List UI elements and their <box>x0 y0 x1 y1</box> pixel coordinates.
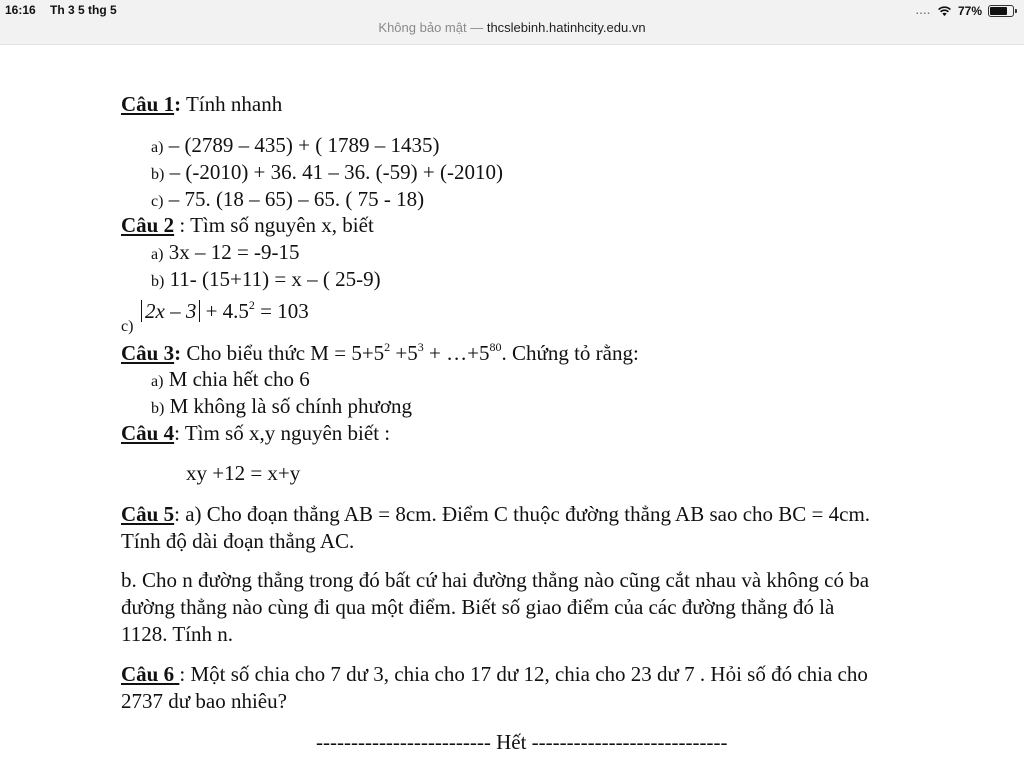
q2-b-label: b) <box>151 273 165 290</box>
status-date: Th 3 5 thg 5 <box>50 3 117 17</box>
status-time: 16:16 <box>5 3 36 17</box>
q5-b-line1: b. Cho n đường thẳng trong đó bất cứ hai đường thẳng nào cũng cắt nhau và không có ba <box>121 568 870 592</box>
q5-label: Câu 5 <box>121 502 175 526</box>
q1-a <box>151 133 440 160</box>
q1-label: Câu 1 <box>121 92 175 116</box>
q4-equation: xy +12 = x+y <box>186 461 301 485</box>
q1-b-label: b) <box>151 166 165 183</box>
q3-text2: +5 <box>390 341 418 365</box>
q3-text3: + …+5 <box>423 341 490 365</box>
q6-line2: 2737 dư bao nhiêu? <box>121 689 287 713</box>
q2-label: Câu 2 <box>121 213 175 237</box>
battery-percent: 77% <box>957 4 982 18</box>
q1-b-text: – (-2010) + 36. 41 – 36. (-59) + (-2010) <box>164 160 503 184</box>
q5-b-line2: đường thẳng nào cùng đi qua một điểm. Biết số giao điểm của các đường thẳng đó là <box>121 595 835 619</box>
q1-c-label: c) <box>151 193 164 210</box>
q2-c-exp: 2 <box>248 298 255 312</box>
q5-a-line2: Tính độ dài đoạn thẳng AC. <box>121 529 355 553</box>
signal-dots: .... <box>915 5 931 17</box>
q3-heading <box>121 341 639 365</box>
q2-b <box>151 267 381 294</box>
q2-c-equation <box>141 299 309 323</box>
q1-colon: : <box>174 92 182 116</box>
document-page <box>0 44 1024 768</box>
security-label: Không bảo mật — <box>378 20 484 35</box>
status-right <box>916 3 1014 19</box>
q2-c-mid: + 4.5 <box>200 299 249 323</box>
q4-heading <box>121 421 390 445</box>
q2-heading <box>121 213 374 237</box>
q2-a-label: a) <box>151 246 164 263</box>
q1-a-label: a) <box>151 139 164 156</box>
q1-c <box>151 187 424 214</box>
q3-a-label: a) <box>151 373 164 390</box>
q2-a-text: 3x – 12 = -9-15 <box>163 240 300 264</box>
q3-label: Câu 3 <box>121 341 175 365</box>
end-marker: ------------------------- Hết ---------------------------- <box>316 730 728 754</box>
q1-title: Tính nhanh <box>181 92 283 116</box>
q3-b-label: b) <box>151 400 165 417</box>
q6-line1 <box>121 662 868 686</box>
q3-a <box>151 367 310 394</box>
url-host: thcslebinh.hatinhcity.edu.vn <box>486 20 646 35</box>
q6-text: : Một số chia cho 7 dư 3, chia cho 17 dư 12, chia cho 23 dư 7 . Hỏi số đó chia cho <box>179 662 868 686</box>
q5-a-line1 <box>121 502 870 526</box>
q2-c-label-text: c) <box>121 318 134 335</box>
wifi-icon <box>937 5 952 17</box>
q1-b <box>151 160 503 187</box>
status-bar <box>0 0 1024 45</box>
q3-colon: : <box>174 341 182 365</box>
q1-a-text: – (2789 – 435) + ( 1789 – 1435) <box>163 133 440 157</box>
q3-text4: . Chứng tỏ rằng: <box>501 341 639 365</box>
q3-a-text: M chia hết cho 6 <box>163 367 310 391</box>
q2-b-text: 11- (15+11) = x – ( 25-9) <box>164 267 381 291</box>
q3-exp1: 2 <box>384 340 391 354</box>
q3-exp3: 80 <box>489 340 502 354</box>
q1-c-text: – 75. (18 – 65) – 65. ( 75 - 18) <box>163 187 425 211</box>
battery-cap <box>1015 9 1017 13</box>
q5-a-text: : a) Cho đoạn thẳng AB = 8cm. Điểm C thuộc đường thẳng AB sao cho BC = 4cm. <box>174 502 871 526</box>
battery-icon <box>988 5 1014 17</box>
q2-c-label <box>121 312 133 339</box>
q5-b-line3: 1128. Tính n. <box>121 622 234 646</box>
q6-label: Câu 6 <box>121 662 180 686</box>
battery-fill <box>990 7 1007 15</box>
q3-text1: Cho biểu thức M = 5+5 <box>181 341 385 365</box>
q3-b-text: M không là số chính phương <box>164 394 412 418</box>
q2-c-end: = 103 <box>254 299 309 323</box>
q4-title: : Tìm số x,y nguyên biết : <box>174 421 391 445</box>
address-bar[interactable] <box>0 20 1024 35</box>
q3-exp2: 3 <box>417 340 424 354</box>
q1-heading <box>121 92 282 116</box>
q2-a <box>151 240 300 267</box>
q4-label: Câu 4 <box>121 421 175 445</box>
q2-c-abs: 2x – 3 <box>141 300 200 322</box>
q3-b <box>151 394 412 421</box>
q2-title: : Tìm số nguyên x, biết <box>174 213 374 237</box>
